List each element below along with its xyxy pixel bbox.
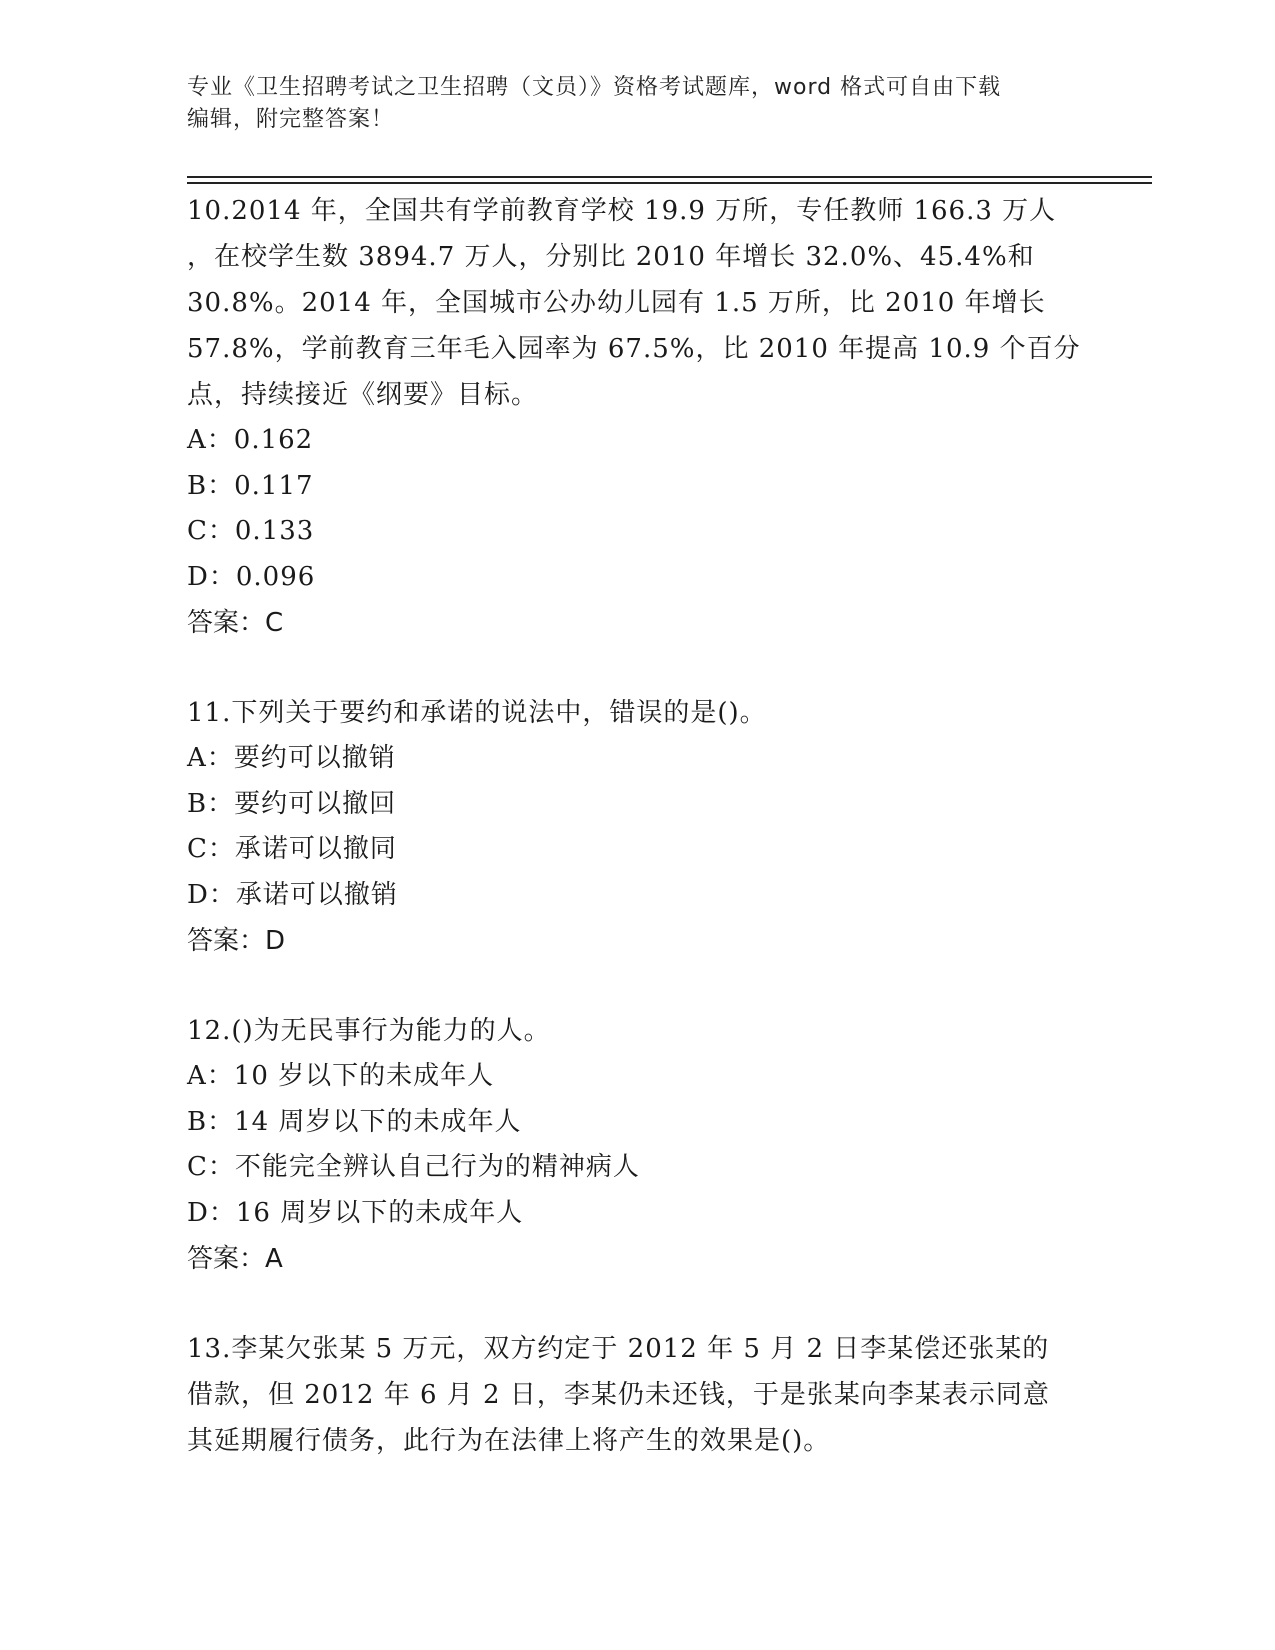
question-10 — [187, 188, 1087, 646]
option-c: C：不能完全辨认自己行为的精神病人 — [187, 1152, 640, 1182]
option-b: B：0.117 — [187, 470, 314, 501]
question-stem-line: 借款，但 2012 年 6 月 2 日，李某仍未还钱，于是张某向李某表示同意 — [187, 1380, 1050, 1410]
document-header — [187, 72, 1087, 136]
question-spacer — [187, 1282, 1087, 1326]
question-11 — [187, 690, 1087, 964]
answer-line: 答案：C — [187, 608, 284, 638]
option-c: C：承诺可以撤同 — [187, 834, 397, 864]
question-stem-line: ，在校学生数 3894.7 万人，分别比 2010 年增长 32.0%、45.4%和 — [187, 242, 1035, 272]
option-d: D：承诺可以撤销 — [187, 879, 398, 910]
option-a: A：0.162 — [187, 425, 314, 455]
option-d: D：0.096 — [187, 561, 316, 592]
question-stem-line: 13.李某欠张某 5 万元，双方约定于 2012 年 5 月 2 日李某偿还张某的 — [187, 1334, 1050, 1364]
question-13 — [187, 1326, 1087, 1464]
question-stem-line: 其延期履行债务，此行为在法律上将产生的效果是()。 — [187, 1426, 831, 1456]
header-divider-bottom — [187, 182, 1152, 184]
option-a: A：10 岁以下的未成年人 — [187, 1061, 495, 1091]
question-stem-line: 30.8%。2014 年，全国城市公办幼儿园有 1.5 万所，比 2010 年增长 — [187, 288, 1046, 318]
header-line-2: 编辑，附完整答案！ — [187, 107, 395, 132]
question-stem-line: 11.下列关于要约和承诺的说法中，错误的是()。 — [187, 698, 767, 728]
option-c: C：0.133 — [187, 516, 315, 546]
question-spacer — [187, 964, 1087, 1008]
question-stem-line: 57.8%，学前教育三年毛入园率为 67.5%，比 2010 年提高 10.9 个百分 — [187, 334, 1081, 364]
question-list — [187, 188, 1087, 1464]
option-a: A：要约可以撤销 — [187, 743, 396, 773]
option-d: D：16 周岁以下的未成年人 — [187, 1197, 524, 1228]
question-stem-line: 12.()为无民事行为能力的人。 — [187, 1016, 551, 1046]
question-stem-line: 点，持续接近《纲要》目标。 — [187, 380, 539, 410]
option-b: B：14 周岁以下的未成年人 — [187, 1106, 522, 1137]
question-stem-line: 10.2014 年，全国共有学前教育学校 19.9 万所，专任教师 166.3 万人 — [187, 196, 1057, 226]
option-b: B：要约可以撤回 — [187, 788, 397, 819]
header-divider-top — [187, 176, 1152, 178]
header-line-1: 专业《卫生招聘考试之卫生招聘（文员）》资格考试题库，word 格式可自由下载 — [187, 75, 1002, 100]
answer-line: 答案：A — [187, 1244, 283, 1274]
answer-line: 答案：D — [187, 926, 286, 956]
question-12 — [187, 1008, 1087, 1282]
question-spacer — [187, 646, 1087, 690]
